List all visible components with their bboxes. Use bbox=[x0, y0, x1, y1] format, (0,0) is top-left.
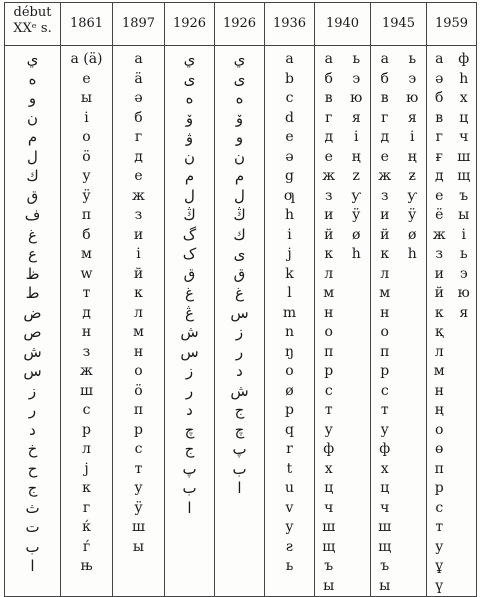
letter-cell: к bbox=[82, 480, 91, 496]
letter-cell: і bbox=[410, 129, 415, 145]
letter-cell: ь bbox=[459, 246, 468, 262]
letter-cell: ң bbox=[434, 402, 444, 418]
letter-cell: ن bbox=[233, 147, 245, 166]
letter-cell: w bbox=[80, 265, 93, 282]
letter-cell: ڭ bbox=[233, 206, 246, 224]
letter-cell: ك bbox=[26, 167, 39, 185]
letter-cell: я bbox=[407, 109, 417, 126]
letter-cell: о bbox=[380, 324, 389, 340]
letter-cell: ۋ bbox=[185, 128, 194, 146]
letter-cell: ы bbox=[379, 577, 391, 594]
letter-cell: ي bbox=[26, 50, 39, 68]
letter-cell: y bbox=[285, 519, 294, 535]
letter-cell: ط bbox=[25, 284, 40, 302]
letter-cell: ф bbox=[323, 441, 335, 457]
letter-cell: с bbox=[82, 402, 91, 418]
header-1936: 1936 bbox=[265, 3, 315, 46]
header-1897: 1897 bbox=[113, 3, 165, 46]
letter-cell: h bbox=[284, 207, 295, 223]
letter-cell: g bbox=[285, 168, 294, 184]
letter-cell: и bbox=[380, 207, 390, 223]
letter-cell: ь bbox=[285, 558, 294, 574]
letter-cell: د bbox=[236, 362, 243, 380]
letter-cell: о bbox=[324, 324, 333, 340]
letter-cell: ف bbox=[24, 206, 41, 224]
letter-cell: h bbox=[407, 246, 417, 262]
letter-cell: в bbox=[324, 90, 333, 106]
letter-cell: ا bbox=[30, 557, 35, 575]
letter-cell: ø bbox=[408, 226, 417, 243]
letter-cell: ъ bbox=[380, 558, 390, 574]
letter-cell: п bbox=[434, 460, 444, 477]
letter-cell: ф bbox=[458, 51, 470, 67]
letter-cell: а bbox=[324, 51, 333, 67]
letter-cell: ۆ bbox=[235, 108, 244, 127]
letter-cell: л bbox=[324, 265, 334, 282]
letter-cell: س bbox=[180, 342, 199, 361]
letter-cell: қ bbox=[435, 324, 444, 340]
letter-cell: ң bbox=[407, 148, 417, 165]
letter-cell: ي bbox=[233, 50, 246, 68]
letter-cell: в bbox=[435, 109, 444, 126]
letter-cell: ы bbox=[458, 207, 470, 223]
letter-cell: ن bbox=[26, 108, 38, 127]
letter-cell: н bbox=[133, 343, 144, 360]
header-1940: 1940 bbox=[315, 3, 371, 46]
letter-cell: د bbox=[186, 401, 193, 419]
letter-cell: п bbox=[324, 343, 334, 360]
letter-cell: ч bbox=[324, 499, 334, 516]
letter-cell: к bbox=[134, 285, 143, 301]
letter-cell: щ bbox=[457, 168, 471, 184]
letter-cell: г bbox=[381, 109, 389, 126]
letter-cell: р bbox=[134, 421, 143, 438]
letter-cell: ک bbox=[182, 245, 197, 263]
letter-cell: ل bbox=[234, 186, 245, 205]
letter-cell: k bbox=[285, 265, 294, 282]
letter-cell: д bbox=[82, 304, 91, 321]
letters-row bbox=[5, 46, 477, 597]
letter-cell: б bbox=[82, 226, 91, 243]
letter-cell: і bbox=[136, 246, 141, 262]
letter-cell: е bbox=[82, 70, 91, 87]
letter-cell: ж bbox=[132, 187, 145, 204]
letter-cell: у bbox=[82, 168, 91, 184]
letter-cell: м bbox=[379, 285, 391, 301]
letter-cell: л bbox=[380, 265, 390, 282]
letter-cell: ب bbox=[182, 479, 197, 497]
letter-cell: ب bbox=[232, 459, 247, 478]
letter-cell: پ bbox=[232, 440, 247, 458]
letter-cell: ى bbox=[183, 69, 196, 88]
letter-cell: х bbox=[380, 460, 389, 477]
letter-cell: چ bbox=[184, 420, 195, 439]
letter-cell: ш bbox=[322, 519, 336, 535]
letter-cell: ъ bbox=[324, 558, 334, 574]
letter-cell: щ bbox=[322, 538, 336, 555]
letter-cell: з bbox=[380, 187, 389, 204]
letter-cell: ø bbox=[352, 226, 361, 243]
letter-cell: ص bbox=[23, 323, 42, 341]
letter-cell: і bbox=[461, 226, 466, 243]
letter-cell: ن bbox=[183, 147, 195, 166]
letter-cell: ш bbox=[378, 519, 392, 535]
letter-cell: ب bbox=[25, 537, 40, 556]
letter-cell: з bbox=[324, 187, 333, 204]
letter-cell: ќ bbox=[82, 519, 91, 535]
letter-cell: ت bbox=[25, 518, 40, 536]
letter-cell: с bbox=[435, 499, 444, 516]
letter-cell: х bbox=[324, 460, 333, 477]
letter-cell: р bbox=[82, 421, 91, 438]
letter-cell: м bbox=[81, 246, 92, 262]
letter-cell: ö bbox=[82, 148, 91, 165]
letter-cell: з bbox=[435, 246, 444, 262]
letter-cell: i bbox=[287, 226, 292, 243]
letter-cell: b bbox=[285, 70, 294, 87]
alphabet-comparison-table bbox=[4, 2, 477, 597]
header-row bbox=[5, 3, 477, 46]
letter-cell: к bbox=[380, 246, 390, 262]
letter-cell: ч bbox=[459, 129, 469, 145]
letter-cell: њ bbox=[80, 558, 93, 574]
letter-cell: v bbox=[285, 499, 294, 516]
letter-cell: ж bbox=[378, 168, 392, 184]
letter-cell: d bbox=[285, 109, 294, 126]
letter-cell: ө bbox=[435, 441, 444, 457]
letter-cell: ج bbox=[184, 440, 195, 458]
column-1945 bbox=[371, 46, 427, 597]
letter-cell: ي bbox=[183, 50, 196, 68]
letter-cell: н bbox=[324, 304, 334, 321]
letter-cell: з bbox=[82, 343, 91, 360]
letter-cell: т bbox=[380, 402, 389, 418]
letter-cell: ә bbox=[435, 70, 444, 87]
letter-cell: я bbox=[459, 304, 469, 321]
letter-cell: е bbox=[134, 168, 143, 184]
letter-cell: ь bbox=[352, 51, 361, 67]
letter-cell: a bbox=[285, 51, 294, 67]
letter-cell: а bbox=[435, 51, 444, 67]
letter-cell: у bbox=[324, 421, 333, 438]
letter-cell: ӱ bbox=[82, 187, 91, 204]
column-1959 bbox=[427, 46, 477, 597]
letter-cell: ы bbox=[132, 538, 145, 555]
letter-cell: ل bbox=[27, 147, 38, 166]
letter-cell: р bbox=[324, 363, 334, 379]
letter-cell: д bbox=[134, 148, 143, 165]
letter-cell: ю bbox=[350, 90, 363, 106]
letter-cell: ج bbox=[27, 479, 38, 497]
column-debut bbox=[5, 46, 61, 597]
letter-cell: پ bbox=[182, 459, 197, 478]
letter-cell: ң bbox=[351, 148, 361, 165]
letter-cell: l bbox=[287, 285, 292, 301]
letter-cell: ج bbox=[234, 401, 245, 419]
letter-cell: a (ä) bbox=[70, 51, 103, 67]
letter-cell: ч bbox=[380, 499, 390, 516]
letter-cell: ش bbox=[23, 342, 42, 361]
letter-cell: ŋ bbox=[284, 343, 295, 360]
letter-cell: б bbox=[324, 70, 333, 87]
letter-cell: غ bbox=[235, 284, 244, 302]
letter-cell: c bbox=[285, 90, 294, 106]
letter-cell: б bbox=[435, 90, 444, 106]
letter-cell: і bbox=[84, 109, 89, 126]
letter-cell: ұ bbox=[435, 558, 444, 574]
letter-cell: ц bbox=[380, 480, 390, 496]
column-1897 bbox=[113, 46, 165, 597]
letter-cell: г bbox=[435, 129, 443, 145]
letter-cell: х bbox=[459, 90, 468, 106]
letter-cell: с bbox=[380, 382, 389, 399]
letter-cell: ж bbox=[80, 363, 93, 379]
letter-cell: и bbox=[324, 207, 334, 223]
letter-cell: у bbox=[134, 480, 143, 496]
header-1926-a: 1926 bbox=[165, 3, 215, 46]
letter-cell: ظ bbox=[25, 264, 40, 283]
letter-cell: ä bbox=[134, 70, 143, 87]
letter-cell: с bbox=[134, 441, 143, 457]
letter-cell: л bbox=[82, 441, 91, 457]
letter-cell: د bbox=[29, 420, 36, 439]
letter-cell: r bbox=[286, 441, 293, 457]
letter-cell: д bbox=[434, 168, 444, 184]
letter-cell: ÿ bbox=[408, 207, 417, 223]
letter-cell: р bbox=[434, 480, 444, 496]
letter-cell: h bbox=[459, 70, 469, 87]
letter-cell: ر bbox=[185, 381, 194, 400]
header-1926-b: 1926 bbox=[215, 3, 265, 46]
letter-cell: о bbox=[435, 421, 444, 438]
letter-cell: г bbox=[325, 109, 333, 126]
letter-cell: ƣ bbox=[283, 187, 296, 204]
letter-cell: с bbox=[324, 382, 333, 399]
letter-cell: п bbox=[81, 207, 92, 223]
letter-cell: گ bbox=[182, 225, 197, 244]
letter-cell: ш bbox=[79, 382, 93, 399]
letter-cell: ø bbox=[285, 382, 294, 399]
letter-cell: э bbox=[408, 70, 417, 87]
letter-cell: ƴ bbox=[407, 187, 417, 204]
letter-cell: ж bbox=[322, 168, 336, 184]
letter-cell: u bbox=[284, 480, 295, 496]
letter-cell: к bbox=[434, 304, 444, 321]
letter-cell: п bbox=[133, 402, 144, 418]
letter-cell: м bbox=[323, 285, 335, 301]
letter-cell: б bbox=[380, 70, 389, 87]
letter-cell: и bbox=[434, 265, 444, 282]
letter-cell: ö bbox=[134, 382, 143, 399]
letter-cell: ح bbox=[27, 459, 38, 478]
letter-cell: ى bbox=[233, 69, 246, 88]
letter-cell: ғ bbox=[435, 148, 443, 165]
letter-cell: ك bbox=[233, 225, 246, 244]
letter-cell: m bbox=[282, 304, 297, 321]
letter-cell: غ bbox=[28, 225, 37, 244]
column-1926-b bbox=[215, 46, 265, 597]
letter-cell: і bbox=[354, 129, 359, 145]
letter-cell: й bbox=[380, 226, 390, 243]
letter-cell: ƶ bbox=[408, 168, 416, 184]
letter-cell: э bbox=[459, 265, 468, 282]
letter-cell: ۆ bbox=[185, 108, 194, 127]
letter-cell: ү bbox=[435, 577, 444, 594]
letter-cell: ش bbox=[230, 381, 249, 400]
letter-cell: ر bbox=[28, 401, 37, 419]
letter-cell: о bbox=[134, 363, 143, 379]
letter-cell: м bbox=[433, 363, 445, 379]
letter-cell: ع bbox=[28, 245, 37, 263]
letter-cell: ѓ bbox=[82, 538, 91, 555]
letter-cell: j bbox=[84, 460, 89, 477]
letter-cell: ز bbox=[235, 323, 244, 341]
letter-cell: ц bbox=[324, 480, 334, 496]
letter-cell: ц bbox=[459, 109, 469, 126]
letter-cell: ر bbox=[235, 342, 244, 361]
letter-cell: م bbox=[27, 128, 38, 146]
letter-cell: е bbox=[380, 148, 389, 165]
letter-cell: л bbox=[434, 343, 444, 360]
letter-cell: г bbox=[82, 499, 91, 516]
letter-cell: ы bbox=[80, 90, 93, 106]
letter-cell: г bbox=[134, 129, 143, 145]
letter-cell: л bbox=[134, 304, 143, 321]
letter-cell: ю bbox=[406, 90, 419, 106]
letter-cell: й bbox=[324, 226, 334, 243]
letter-cell: ل bbox=[184, 186, 195, 205]
letter-cell: т bbox=[134, 460, 143, 477]
letter-cell: н bbox=[81, 324, 92, 340]
letter-cell: а bbox=[134, 51, 143, 67]
letter-cell: م bbox=[234, 167, 245, 185]
letter-cell: غ bbox=[185, 284, 194, 302]
letter-cell: в bbox=[380, 90, 389, 106]
letter-cell: م bbox=[184, 167, 195, 185]
letter-cell: й bbox=[434, 285, 444, 301]
letter-cell: о bbox=[82, 129, 91, 145]
letter-cell: т bbox=[435, 519, 444, 535]
letter-cell: س bbox=[23, 362, 42, 380]
header-debut: début XXᵉ s. bbox=[5, 3, 61, 46]
letter-cell: ه bbox=[185, 89, 194, 107]
letter-cell: ش bbox=[180, 323, 199, 341]
letter-cell: ڠ bbox=[185, 303, 194, 322]
letter-cell: ق bbox=[183, 264, 196, 283]
letter-cell: p bbox=[285, 402, 294, 418]
letter-cell: ڭ bbox=[183, 206, 196, 224]
letter-cell: ق bbox=[233, 264, 246, 283]
letter-cell: ƨ bbox=[285, 538, 294, 555]
letter-cell: у bbox=[380, 421, 389, 438]
letter-cell: п bbox=[380, 343, 390, 360]
letter-cell: т bbox=[324, 402, 333, 418]
letter-cell: ю bbox=[457, 285, 470, 301]
letter-cell: j bbox=[287, 246, 292, 262]
letter-cell: ز bbox=[185, 362, 194, 380]
letter-cell: ا bbox=[187, 498, 192, 517]
letter-cell: q bbox=[285, 421, 294, 438]
letter-cell: o bbox=[285, 363, 294, 379]
column-1940 bbox=[315, 46, 371, 597]
header-1945: 1945 bbox=[371, 3, 427, 46]
letter-cell: д bbox=[380, 129, 390, 145]
letter-cell: к bbox=[324, 246, 334, 262]
letter-cell: й bbox=[133, 265, 144, 282]
letter-cell: h bbox=[351, 246, 361, 262]
letter-cell: е bbox=[435, 187, 444, 204]
letter-cell: z bbox=[352, 168, 360, 184]
letter-cell: ق bbox=[26, 186, 39, 205]
letter-cell: р bbox=[380, 363, 390, 379]
letter-cell: ж bbox=[432, 226, 446, 243]
letter-cell: n bbox=[284, 324, 295, 340]
column-1861 bbox=[61, 46, 113, 597]
letter-cell: ӱ bbox=[134, 499, 143, 516]
letter-cell: э bbox=[352, 70, 361, 87]
letter-cell: خ bbox=[27, 440, 38, 458]
column-1936 bbox=[265, 46, 315, 597]
letter-cell: ه bbox=[28, 69, 37, 88]
letter-cell: щ bbox=[378, 538, 392, 555]
letter-cell: س bbox=[230, 303, 249, 322]
letter-cell: و bbox=[235, 128, 244, 146]
letter-cell: e bbox=[285, 129, 294, 145]
letter-cell: ÿ bbox=[352, 207, 361, 223]
letter-cell: ى bbox=[233, 245, 246, 263]
letter-cell: t bbox=[286, 460, 293, 477]
letter-cell: т bbox=[82, 285, 91, 301]
letter-cell: ё bbox=[435, 207, 444, 223]
letter-cell: з bbox=[134, 207, 143, 223]
letter-cell: ы bbox=[323, 577, 335, 594]
letter-cell: ə bbox=[285, 148, 294, 165]
letter-cell: б bbox=[134, 109, 143, 126]
column-1926-a bbox=[165, 46, 215, 597]
letter-cell: и bbox=[133, 226, 144, 243]
letter-cell: ز bbox=[28, 381, 37, 400]
letter-cell: ш bbox=[457, 148, 471, 165]
letter-cell: ه bbox=[235, 89, 244, 107]
letter-cell: ض bbox=[23, 303, 42, 322]
letter-cell: а bbox=[380, 51, 389, 67]
letter-cell: ә bbox=[134, 90, 143, 106]
header-1959: 1959 bbox=[427, 3, 477, 46]
letter-cell: ƴ bbox=[351, 187, 361, 204]
letter-cell: ф bbox=[379, 441, 391, 457]
letter-cell: у bbox=[435, 538, 444, 555]
letter-cell: м bbox=[133, 324, 144, 340]
letter-cell: ш bbox=[131, 519, 145, 535]
letter-cell: ث bbox=[25, 498, 40, 517]
letter-cell: е bbox=[324, 148, 333, 165]
header-1861: 1861 bbox=[61, 3, 113, 46]
letter-cell: و bbox=[28, 89, 37, 107]
letter-cell: я bbox=[351, 109, 361, 126]
letter-cell: ا bbox=[237, 479, 242, 497]
letter-cell: н bbox=[434, 382, 444, 399]
letter-cell: ь bbox=[408, 51, 417, 67]
letter-cell: д bbox=[324, 129, 334, 145]
letter-cell: ъ bbox=[459, 187, 469, 204]
letter-cell: н bbox=[380, 304, 390, 321]
letter-cell: چ bbox=[234, 420, 245, 439]
